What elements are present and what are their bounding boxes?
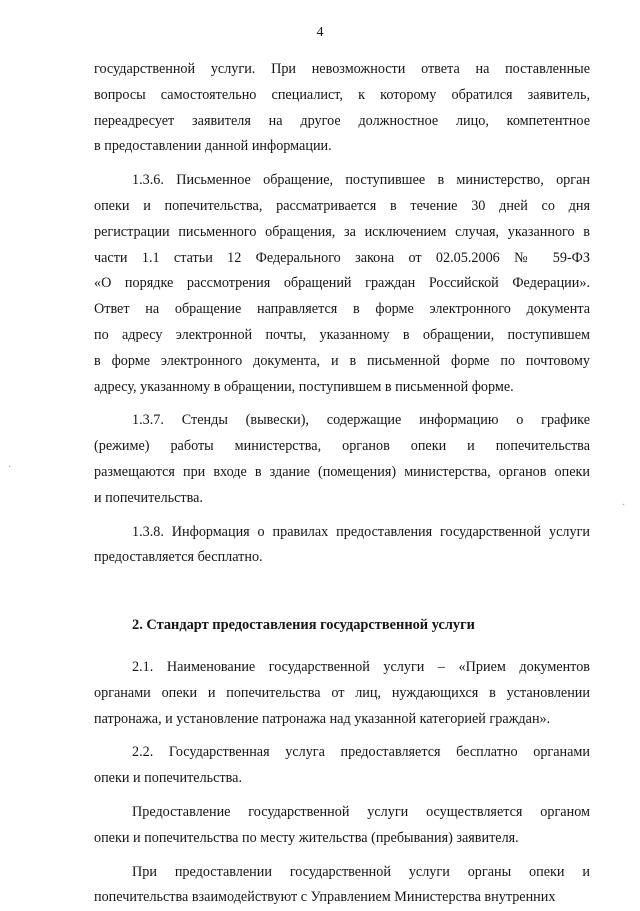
text-line: попечительства взаимодействуют с Управлением Министерства внутренних	[94, 889, 556, 906]
paragraph-p-1-3-8	[94, 520, 590, 572]
paragraph-p-1-3-6	[94, 168, 590, 400]
text-line: в предоставлении данной информации.	[94, 138, 332, 155]
paragraph-p-2-1	[94, 655, 590, 732]
text-line: «О порядке рассмотрения обращений граждан Российской Федерации».	[94, 275, 590, 292]
text-line: адресу, указанному в обращении, поступившем в письменной форме.	[94, 378, 514, 395]
text-line: Ответ на обращение направляется в форме электронного документа	[94, 301, 590, 318]
text-line: в форме электронного документа, и в письменной форме по почтовому	[94, 352, 590, 369]
text-line: переадресует заявителя на другое должностное лицо, компетентное	[94, 112, 590, 129]
section-2-text	[94, 655, 590, 911]
text-line: и попечительства.	[94, 489, 203, 506]
text-line: опеки и попечительства по месту жительства (пребывания) заявителя.	[94, 829, 519, 846]
text-line: опеки и попечительства.	[94, 770, 243, 787]
document-body	[94, 57, 590, 911]
text-line: части 1.1 статьи 12 Федерального закона от 02.05.2006 № 59-ФЗ	[94, 249, 590, 266]
text-line: вопросы самостоятельно специалист, к которому обратился заявитель,	[94, 86, 590, 103]
text-line: 2.2. Государственная услуга предоставляется бесплатно органами	[132, 744, 590, 761]
text-line: патронажа, и установление патронажа над указанной категорией граждан».	[94, 710, 551, 727]
text-line: При предоставлении государственной услуги органы опеки и	[132, 863, 590, 880]
paragraph-p-2-2	[94, 740, 590, 792]
text-line: опеки и попечительства, рассматривается в течение 30 дней со дня	[94, 197, 590, 214]
scan-artifact-dot: ·	[622, 500, 626, 511]
text-line: 1.3.7. Стенды (вывески), содержащие информацию о графике	[132, 412, 590, 429]
text-line: Предоставление государственной услуги осуществляется органом	[132, 803, 590, 820]
text-line: 1.3.8. Информация о правилах предоставления государственной услуги	[132, 523, 590, 540]
paragraph-p-provision	[94, 800, 590, 852]
text-line: регистрации письменного обращения, за исключением случая, указанного в	[94, 223, 590, 240]
paragraph-p-interaction	[94, 860, 590, 911]
paragraph-p-continuation	[94, 57, 590, 160]
text-line: по адресу электронной почты, указанному в обращении, поступившем	[94, 326, 590, 343]
section-heading: 2. Стандарт предоставления государственной услуги	[132, 617, 475, 634]
text-line: государственной услуги. При невозможности ответа на поставленные	[94, 61, 590, 77]
text-line: предоставляется бесплатно.	[94, 549, 263, 566]
scan-artifact-dot: ·	[8, 462, 12, 473]
text-line: 1.3.6. Письменное обращение, поступившее в министерство, орган	[132, 172, 590, 189]
text-line: органами опеки и попечительства от лиц, нуждающихся в установлении	[94, 684, 590, 701]
section-1-3-text	[94, 57, 590, 571]
text-line: размещаются при входе в здание (помещения) министерства, органов опеки	[94, 463, 590, 480]
text-line: 2.1. Наименование государственной услуги – «Прием документов	[132, 658, 590, 675]
page-number: 4	[316, 25, 324, 40]
text-line: (режиме) работы министерства, органов опеки и попечительства	[94, 438, 590, 455]
paragraph-p-1-3-7	[94, 408, 590, 511]
